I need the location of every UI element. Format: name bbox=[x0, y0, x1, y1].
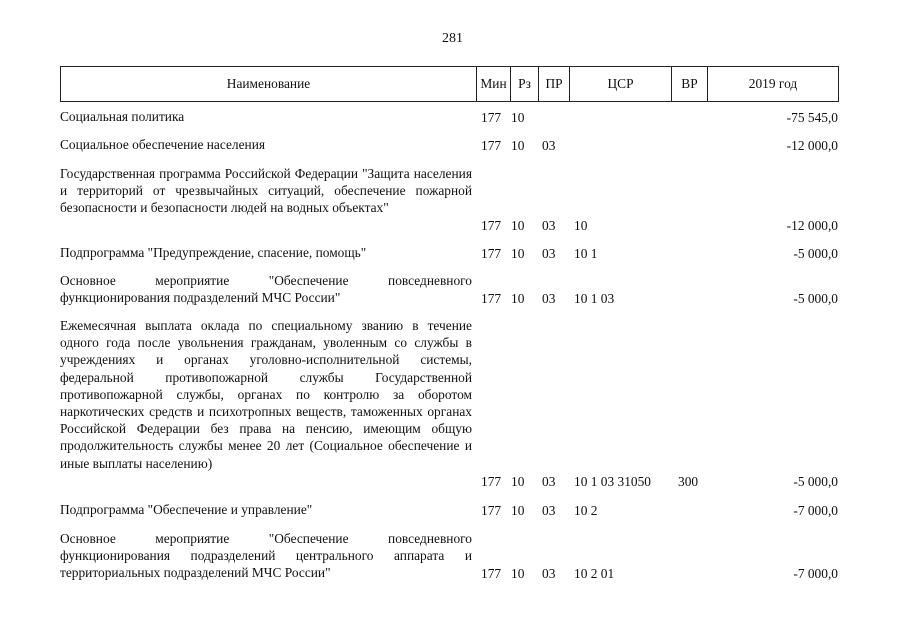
row-name: Ежемесячная выплата оклада по специальному званию в течение одного года после увольнения гражданам, уволенным со службы в учреждениях и органах уголовно-исполнительной системы, федеральной противопожарной службы Государственной противопожарной службы, органах по контролю за оборотом наркотических средств и психотропных веществ, таможенных органах Российской Федерации без права на пенсию, имеющим общую продолжительность службы менее 20 лет (Социальное обеспечение и иные выплаты населению) bbox=[60, 318, 472, 471]
row-pr: 03 bbox=[542, 290, 556, 306]
row-rz: 10 bbox=[511, 502, 525, 518]
row-name: Подпрограмма "Предупреждение, спасение, помощь" bbox=[60, 245, 367, 260]
row-sum: -7 000,0 bbox=[793, 565, 838, 581]
row-pr: 03 bbox=[542, 137, 556, 153]
row-vr: 300 bbox=[678, 473, 699, 489]
row-min: 177 bbox=[481, 217, 502, 233]
row-csr: 10 bbox=[574, 217, 588, 233]
header-csr: ЦСР bbox=[570, 67, 672, 102]
row-sum: -5 000,0 bbox=[793, 245, 838, 261]
row-min: 177 bbox=[481, 109, 502, 125]
row-min: 177 bbox=[481, 502, 502, 518]
row-name: Государственная программа Российской Федерации "Защита населения и территорий от чрезвычайных ситуаций, обеспечение пожарной безопасности и безопасности людей на водных объектах" bbox=[60, 166, 472, 216]
row-sum: -12 000,0 bbox=[786, 217, 838, 233]
row-name: Основное мероприятие "Обеспечение повседневного функционирования подразделений МЧС России" bbox=[60, 273, 472, 306]
row-name: Социальное обеспечение населения bbox=[60, 137, 266, 152]
table-row bbox=[60, 244, 838, 262]
row-csr: 10 2 01 bbox=[574, 565, 615, 581]
row-pr: 03 bbox=[542, 217, 556, 233]
row-rz: 10 bbox=[511, 137, 525, 153]
row-csr: 10 1 03 bbox=[574, 290, 615, 306]
table-header bbox=[60, 66, 839, 102]
row-name: Подпрограмма "Обеспечение и управление" bbox=[60, 502, 313, 517]
table-row bbox=[60, 501, 838, 519]
row-sum: -5 000,0 bbox=[793, 290, 838, 306]
row-sum: -5 000,0 bbox=[793, 473, 838, 489]
row-sum: -7 000,0 bbox=[793, 502, 838, 518]
row-name: Основное мероприятие "Обеспечение повседневного функционирования подразделений центрального аппарата и территориальных подразделений МЧС России" bbox=[60, 531, 472, 581]
header-pr: ПР bbox=[539, 67, 570, 102]
row-pr: 03 bbox=[542, 565, 556, 581]
row-csr: 10 2 bbox=[574, 502, 598, 518]
header-min: Мин bbox=[477, 67, 511, 102]
row-csr: 10 1 03 31050 bbox=[574, 473, 651, 489]
header-name: Наименование bbox=[61, 67, 477, 102]
row-sum: -12 000,0 bbox=[786, 137, 838, 153]
row-sum: -75 545,0 bbox=[786, 109, 838, 125]
row-rz: 10 bbox=[511, 217, 525, 233]
table-row bbox=[60, 530, 838, 582]
row-min: 177 bbox=[481, 245, 502, 261]
row-rz: 10 bbox=[511, 565, 525, 581]
table-row bbox=[60, 165, 838, 234]
row-pr: 03 bbox=[542, 473, 556, 489]
row-rz: 10 bbox=[511, 473, 525, 489]
header-vr: ВР bbox=[672, 67, 708, 102]
row-pr: 03 bbox=[542, 245, 556, 261]
table-row bbox=[60, 317, 838, 490]
row-rz: 10 bbox=[511, 109, 525, 125]
row-csr: 10 1 bbox=[574, 245, 598, 261]
table-row bbox=[60, 108, 838, 126]
page-number: 281 bbox=[442, 31, 463, 46]
row-min: 177 bbox=[481, 290, 502, 306]
row-min: 177 bbox=[481, 473, 502, 489]
table-row bbox=[60, 272, 838, 307]
table-row bbox=[60, 136, 838, 154]
row-min: 177 bbox=[481, 565, 502, 581]
row-rz: 10 bbox=[511, 245, 525, 261]
header-year: 2019 год bbox=[708, 67, 839, 102]
row-min: 177 bbox=[481, 137, 502, 153]
row-name: Социальная политика bbox=[60, 109, 185, 124]
row-pr: 03 bbox=[542, 502, 556, 518]
row-rz: 10 bbox=[511, 290, 525, 306]
header-rz: Рз bbox=[511, 67, 539, 102]
